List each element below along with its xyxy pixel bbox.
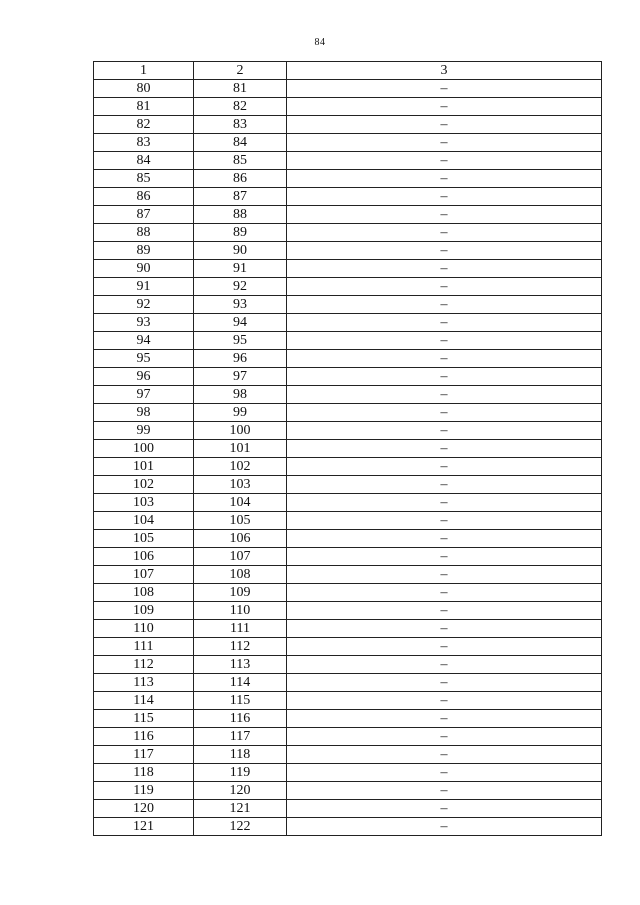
table-row <box>94 350 602 368</box>
table-cell-col1: 98 <box>94 404 194 422</box>
table-cell-col3: – <box>287 206 602 224</box>
table-cell-col2: 110 <box>194 602 287 620</box>
table-cell-col3: – <box>287 710 602 728</box>
table-cell-col1: 93 <box>94 314 194 332</box>
page-number: 84 <box>314 37 326 48</box>
table-row <box>94 80 602 98</box>
table-cell-col2: 113 <box>194 656 287 674</box>
table-cell-col3: – <box>287 638 602 656</box>
table-row <box>94 134 602 152</box>
table-cell-col2: 83 <box>194 116 287 134</box>
table-row <box>94 296 602 314</box>
table-cell-col3: – <box>287 296 602 314</box>
table-cell-col1: 100 <box>94 440 194 458</box>
table-cell-col2: 115 <box>194 692 287 710</box>
table-cell-col3: – <box>287 764 602 782</box>
table-row <box>94 494 602 512</box>
table-cell-col1: 95 <box>94 350 194 368</box>
table-cell-col2: 107 <box>194 548 287 566</box>
table-cell-col1: 117 <box>94 746 194 764</box>
table-cell-col2: 81 <box>194 80 287 98</box>
table-cell-col3: – <box>287 278 602 296</box>
table-cell-col1: 106 <box>94 548 194 566</box>
table-cell-col2: 121 <box>194 800 287 818</box>
table-cell-col3: – <box>287 620 602 638</box>
table-row <box>94 476 602 494</box>
table-row <box>94 404 602 422</box>
table-cell-col1: 96 <box>94 368 194 386</box>
table-cell-col3: – <box>287 656 602 674</box>
table-cell-col3: – <box>287 188 602 206</box>
table-cell-col3: – <box>287 350 602 368</box>
table-cell-col1: 102 <box>94 476 194 494</box>
table-cell-col1: 113 <box>94 674 194 692</box>
table-cell-col3: – <box>287 332 602 350</box>
table-cell-col1: 88 <box>94 224 194 242</box>
table-row <box>94 188 602 206</box>
table-cell-col3: – <box>287 692 602 710</box>
table-cell-col1: 101 <box>94 458 194 476</box>
table-cell-col2: 89 <box>194 224 287 242</box>
table-cell-col3: – <box>287 134 602 152</box>
table-cell-col3: – <box>287 404 602 422</box>
table-cell-col1: 84 <box>94 152 194 170</box>
table-row <box>94 818 602 836</box>
table-cell-col1: 87 <box>94 206 194 224</box>
table-row <box>94 116 602 134</box>
table-cell-col3: – <box>287 458 602 476</box>
table-cell-col1: 89 <box>94 242 194 260</box>
table-cell-col3: – <box>287 170 602 188</box>
table-cell-col1: 85 <box>94 170 194 188</box>
table-cell-col3: – <box>287 746 602 764</box>
table-row <box>94 692 602 710</box>
table-cell-col2: 85 <box>194 152 287 170</box>
table-cell-col2: 108 <box>194 566 287 584</box>
table-cell-col1: 119 <box>94 782 194 800</box>
table-cell-col1: 107 <box>94 566 194 584</box>
table-cell-col3: – <box>287 548 602 566</box>
column-header-2: 2 <box>194 62 287 80</box>
table-row <box>94 530 602 548</box>
table-cell-col3: – <box>287 98 602 116</box>
table-row <box>94 548 602 566</box>
table-cell-col1: 120 <box>94 800 194 818</box>
table-cell-col3: – <box>287 566 602 584</box>
table-cell-col3: – <box>287 530 602 548</box>
table-cell-col3: – <box>287 476 602 494</box>
table-cell-col2: 104 <box>194 494 287 512</box>
table-row <box>94 206 602 224</box>
table-cell-col3: – <box>287 512 602 530</box>
table-row <box>94 422 602 440</box>
table-cell-col2: 82 <box>194 98 287 116</box>
table-cell-col2: 114 <box>194 674 287 692</box>
table-cell-col3: – <box>287 386 602 404</box>
table-cell-col3: – <box>287 116 602 134</box>
table-cell-col2: 103 <box>194 476 287 494</box>
table-cell-col3: – <box>287 242 602 260</box>
table-row <box>94 368 602 386</box>
table-cell-col2: 98 <box>194 386 287 404</box>
table-cell-col3: – <box>287 224 602 242</box>
table-cell-col1: 97 <box>94 386 194 404</box>
table-cell-col2: 94 <box>194 314 287 332</box>
table-cell-col2: 111 <box>194 620 287 638</box>
table-cell-col1: 103 <box>94 494 194 512</box>
table-row <box>94 278 602 296</box>
table-cell-col3: – <box>287 314 602 332</box>
table-cell-col1: 115 <box>94 710 194 728</box>
table-row <box>94 566 602 584</box>
table-cell-col3: – <box>287 440 602 458</box>
table-cell-col3: – <box>287 260 602 278</box>
table-row <box>94 332 602 350</box>
table-cell-col1: 110 <box>94 620 194 638</box>
table-cell-col1: 81 <box>94 98 194 116</box>
column-header-1: 1 <box>94 62 194 80</box>
table-cell-col2: 112 <box>194 638 287 656</box>
table-cell-col2: 120 <box>194 782 287 800</box>
table-row <box>94 656 602 674</box>
table-cell-col3: – <box>287 494 602 512</box>
table-cell-col1: 82 <box>94 116 194 134</box>
column-header-3: 3 <box>287 62 602 80</box>
table-cell-col1: 105 <box>94 530 194 548</box>
table-cell-col2: 99 <box>194 404 287 422</box>
table-cell-col2: 87 <box>194 188 287 206</box>
table-row <box>94 620 602 638</box>
table-cell-col2: 101 <box>194 440 287 458</box>
table-cell-col1: 116 <box>94 728 194 746</box>
table-row <box>94 800 602 818</box>
table-row <box>94 584 602 602</box>
table-row <box>94 458 602 476</box>
table-cell-col1: 111 <box>94 638 194 656</box>
table-row <box>94 512 602 530</box>
table-cell-col1: 114 <box>94 692 194 710</box>
table-cell-col2: 93 <box>194 296 287 314</box>
table-row <box>94 386 602 404</box>
table-cell-col3: – <box>287 602 602 620</box>
table-cell-col2: 109 <box>194 584 287 602</box>
table-cell-col1: 121 <box>94 818 194 836</box>
table-row <box>94 152 602 170</box>
table-cell-col2: 122 <box>194 818 287 836</box>
table-cell-col1: 118 <box>94 764 194 782</box>
table-cell-col1: 108 <box>94 584 194 602</box>
table-row <box>94 224 602 242</box>
table-cell-col1: 86 <box>94 188 194 206</box>
table-cell-col2: 105 <box>194 512 287 530</box>
table-cell-col1: 99 <box>94 422 194 440</box>
table-cell-col3: – <box>287 368 602 386</box>
table-cell-col2: 119 <box>194 764 287 782</box>
table-row <box>94 710 602 728</box>
table-cell-col3: – <box>287 782 602 800</box>
table-cell-col2: 116 <box>194 710 287 728</box>
table-cell-col2: 84 <box>194 134 287 152</box>
table-cell-col1: 109 <box>94 602 194 620</box>
table-row <box>94 170 602 188</box>
table-cell-col2: 95 <box>194 332 287 350</box>
table-header-row <box>94 62 602 80</box>
table-cell-col2: 92 <box>194 278 287 296</box>
table-cell-col3: – <box>287 80 602 98</box>
table-row <box>94 98 602 116</box>
table-cell-col2: 118 <box>194 746 287 764</box>
table-cell-col2: 117 <box>194 728 287 746</box>
table-cell-col2: 91 <box>194 260 287 278</box>
table-row <box>94 764 602 782</box>
table-cell-col1: 83 <box>94 134 194 152</box>
table-cell-col2: 106 <box>194 530 287 548</box>
table-row <box>94 638 602 656</box>
table-cell-col2: 96 <box>194 350 287 368</box>
table-cell-col1: 92 <box>94 296 194 314</box>
table-cell-col2: 88 <box>194 206 287 224</box>
table-row <box>94 728 602 746</box>
table-row <box>94 440 602 458</box>
table-cell-col1: 112 <box>94 656 194 674</box>
table-cell-col1: 80 <box>94 80 194 98</box>
table-cell-col3: – <box>287 674 602 692</box>
table-cell-col3: – <box>287 818 602 836</box>
table-cell-col1: 104 <box>94 512 194 530</box>
table-cell-col2: 102 <box>194 458 287 476</box>
table-cell-col3: – <box>287 584 602 602</box>
table-row <box>94 782 602 800</box>
table-cell-col3: – <box>287 800 602 818</box>
table-row <box>94 746 602 764</box>
table-cell-col2: 97 <box>194 368 287 386</box>
table-cell-col1: 90 <box>94 260 194 278</box>
table-row <box>94 314 602 332</box>
table-cell-col3: – <box>287 728 602 746</box>
table-cell-col2: 100 <box>194 422 287 440</box>
table-cell-col3: – <box>287 152 602 170</box>
data-table <box>93 61 602 836</box>
table-cell-col1: 94 <box>94 332 194 350</box>
table-cell-col3: – <box>287 422 602 440</box>
table-cell-col2: 90 <box>194 242 287 260</box>
table-cell-col2: 86 <box>194 170 287 188</box>
table-row <box>94 602 602 620</box>
table-row <box>94 242 602 260</box>
table-row <box>94 674 602 692</box>
table-row <box>94 260 602 278</box>
table-cell-col1: 91 <box>94 278 194 296</box>
